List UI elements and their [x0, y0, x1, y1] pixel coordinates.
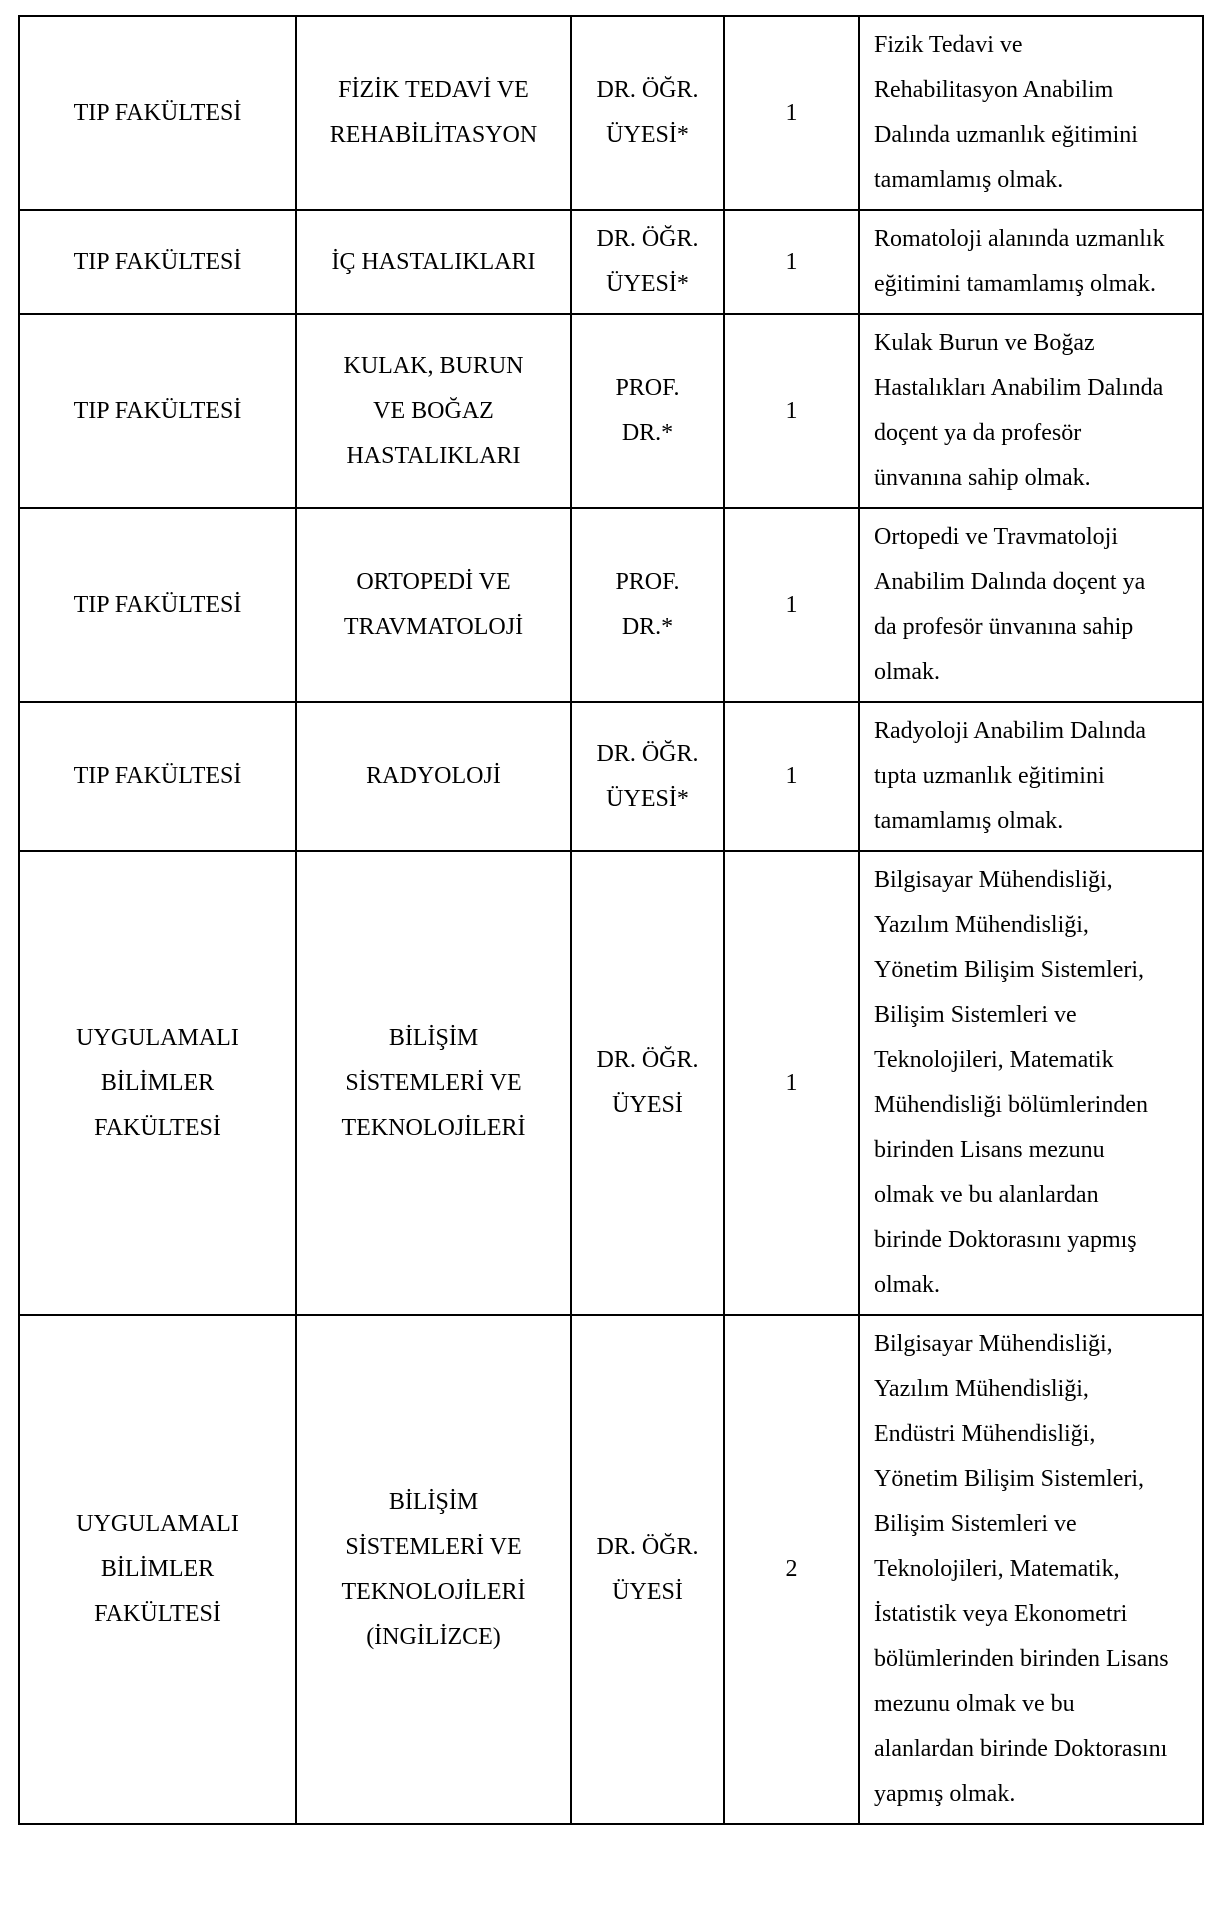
cell-requirements: Romatoloji alanında uzmanlık eğitimini tamamlamış olmak.	[859, 210, 1203, 314]
cell-requirements: Radyoloji Anabilim Dalında tıpta uzmanlık eğitimini tamamlamış olmak.	[859, 702, 1203, 851]
cell-department: RADYOLOJİ	[296, 702, 571, 851]
cell-faculty: UYGULAMALI BİLİMLER FAKÜLTESİ	[19, 1315, 296, 1824]
table-row	[19, 1315, 1203, 1824]
cell-count: 1	[724, 851, 859, 1315]
cell-department: KULAK, BURUN VE BOĞAZ HASTALIKLARI	[296, 314, 571, 508]
academic-positions-table	[18, 15, 1204, 1825]
table-row	[19, 16, 1203, 210]
cell-faculty: TIP FAKÜLTESİ	[19, 210, 296, 314]
cell-count: 1	[724, 314, 859, 508]
cell-title: PROF. DR.*	[571, 314, 724, 508]
cell-department: FİZİK TEDAVİ VE REHABİLİTASYON	[296, 16, 571, 210]
table-row	[19, 851, 1203, 1315]
cell-title: DR. ÖĞR. ÜYESİ	[571, 851, 724, 1315]
cell-department: İÇ HASTALIKLARI	[296, 210, 571, 314]
table-row	[19, 314, 1203, 508]
cell-requirements: Kulak Burun ve Boğaz Hastalıkları Anabilim Dalında doçent ya da profesör ünvanına sahip olmak.	[859, 314, 1203, 508]
cell-faculty: UYGULAMALI BİLİMLER FAKÜLTESİ	[19, 851, 296, 1315]
cell-requirements: Bilgisayar Mühendisliği, Yazılım Mühendisliği, Yönetim Bilişim Sistemleri, Bilişim Sistemleri ve Teknolojileri, Matematik Mühendisliği bölümlerinden birinden Lisans mezunu olmak ve bu alanlardan birinde Doktorasını yapmış olmak.	[859, 851, 1203, 1315]
table-row	[19, 702, 1203, 851]
table-row	[19, 508, 1203, 702]
cell-faculty: TIP FAKÜLTESİ	[19, 314, 296, 508]
cell-title: DR. ÖĞR. ÜYESİ*	[571, 210, 724, 314]
cell-title: PROF. DR.*	[571, 508, 724, 702]
cell-faculty: TIP FAKÜLTESİ	[19, 16, 296, 210]
cell-count: 1	[724, 210, 859, 314]
cell-count: 1	[724, 16, 859, 210]
cell-requirements: Ortopedi ve Travmatoloji Anabilim Dalında doçent ya da profesör ünvanına sahip olmak.	[859, 508, 1203, 702]
cell-count: 1	[724, 508, 859, 702]
cell-count: 2	[724, 1315, 859, 1824]
cell-faculty: TIP FAKÜLTESİ	[19, 702, 296, 851]
table-body	[19, 16, 1203, 1824]
cell-department: BİLİŞİM SİSTEMLERİ VE TEKNOLOJİLERİ	[296, 851, 571, 1315]
cell-count: 1	[724, 702, 859, 851]
cell-title: DR. ÖĞR. ÜYESİ*	[571, 702, 724, 851]
cell-title: DR. ÖĞR. ÜYESİ	[571, 1315, 724, 1824]
cell-requirements: Fizik Tedavi ve Rehabilitasyon Anabilim Dalında uzmanlık eğitimini tamamlamış olmak.	[859, 16, 1203, 210]
cell-title: DR. ÖĞR. ÜYESİ*	[571, 16, 724, 210]
cell-department: ORTOPEDİ VE TRAVMATOLOJİ	[296, 508, 571, 702]
cell-department: BİLİŞİM SİSTEMLERİ VE TEKNOLOJİLERİ (İNGİLİZCE)	[296, 1315, 571, 1824]
table-row	[19, 210, 1203, 314]
cell-requirements: Bilgisayar Mühendisliği, Yazılım Mühendisliği, Endüstri Mühendisliği, Yönetim Bilişim Sistemleri, Bilişim Sistemleri ve Teknolojileri, Matematik, İstatistik veya Ekonometri bölümlerinden birinden Lisans mezunu olmak ve bu alanlardan birinde Doktorasını yapmış olmak.	[859, 1315, 1203, 1824]
cell-faculty: TIP FAKÜLTESİ	[19, 508, 296, 702]
